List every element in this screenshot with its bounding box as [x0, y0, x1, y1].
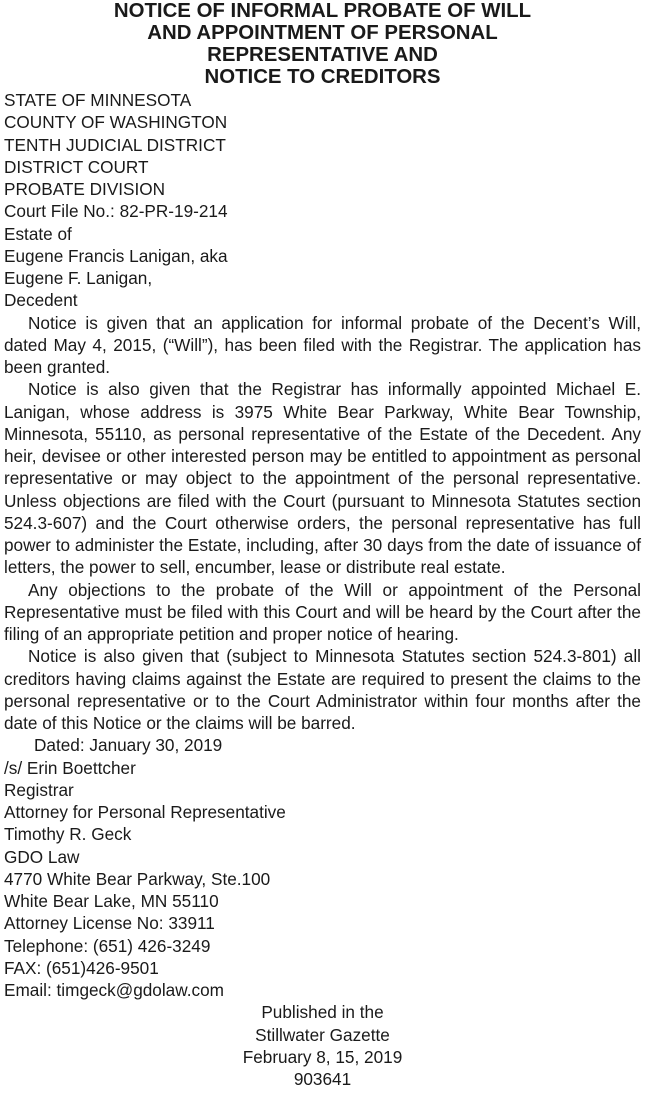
signature-block — [4, 757, 641, 1002]
title-line: REPRESENTATIVE AND — [207, 44, 438, 66]
decedent-name: Eugene Francis Lanigan, aka — [4, 245, 228, 266]
telephone: Telephone: (651) 426-3249 — [4, 935, 211, 956]
notice-body — [4, 312, 641, 735]
publication-info — [4, 1001, 641, 1090]
notice-title — [4, 0, 641, 88]
registrar-title: Registrar — [4, 779, 74, 800]
court-line: DISTRICT COURT — [4, 156, 149, 177]
decedent-label: Decedent — [4, 290, 78, 311]
district-line: TENTH JUDICIAL DISTRICT — [4, 134, 226, 155]
fax: FAX: (651)426-9501 — [4, 957, 159, 978]
signature-line: /s/ Erin Boettcher — [4, 757, 136, 778]
title-line: NOTICE TO CREDITORS — [204, 66, 441, 88]
division-line: PROBATE DIVISION — [4, 179, 166, 199]
probate-paragraph: Notice is given that an application for informal probate of the Decent’s Will, dated May 4, 2015, (“Will”), has been filed with the Registrar. The application has been granted. — [4, 312, 641, 377]
creditors-paragraph: Notice is also given that (subject to Minnesota Statutes section 524.3-801) all creditors having claims against the Estate are required to present the claims to the personal representative or to the Court Administrator within four months after the date of this Notice or the claims will be barred. — [4, 646, 641, 733]
legal-notice — [4, 0, 641, 1090]
county-line: COUNTY OF WASHINGTON — [4, 112, 228, 133]
title-line: AND APPOINTMENT OF PERSONAL — [147, 22, 498, 44]
attorney-label: Attorney for Personal Representative — [4, 802, 286, 822]
published-in-label: Published in the — [261, 1002, 384, 1023]
objections-paragraph: Any objections to the probate of the Will or appointment of the Personal Representative must be filed with this Court and will be heard by the Court after the filing of an appropriate petition and proper notice of hearing. — [4, 579, 641, 644]
newspaper-name: Stillwater Gazette — [255, 1024, 390, 1045]
state-line: STATE OF MINNESOTA — [4, 90, 192, 110]
court-file-number: Court File No.: 82-PR-19-214 — [4, 201, 228, 222]
notice-id: 903641 — [293, 1069, 352, 1089]
publication-dates: February 8, 15, 2019 — [242, 1046, 403, 1067]
decedent-alias: Eugene F. Lanigan, — [4, 268, 153, 288]
case-caption — [4, 89, 641, 312]
title-line: NOTICE OF INFORMAL PROBATE OF WILL — [113, 0, 532, 22]
attorney-name: Timothy R. Geck — [4, 824, 132, 845]
estate-of-line: Estate of — [4, 223, 72, 244]
firm-address-street: 4770 White Bear Parkway, Ste.100 — [4, 868, 271, 889]
dated-line: Dated: January 30, 2019 — [34, 735, 223, 756]
law-firm: GDO Law — [4, 846, 80, 867]
firm-address-city: White Bear Lake, MN 55110 — [4, 891, 219, 911]
attorney-license: Attorney License No: 33911 — [4, 913, 215, 934]
appointment-paragraph: Notice is also given that the Registrar has informally appointed Michael E. Lanigan, whose address is 3975 White Bear Parkway, White Bear Township, Minnesota, 55110, as personal representative of the Estate of the Decedent. Any heir, devisee or other interested person may be entitled to appointment as personal representative or may object to the appointment of the personal representative. Unless objections are filed with the Court (pursuant to Minnesota Statutes section 524.3-607) and the Court otherwise orders, the personal representative has full power to administer the Estate, including, after 30 days from the date of issuance of letters, the power to sell, encumber, lease or distribute real estate. — [4, 379, 641, 578]
email: Email: timgeck@gdolaw.com — [4, 980, 224, 1000]
